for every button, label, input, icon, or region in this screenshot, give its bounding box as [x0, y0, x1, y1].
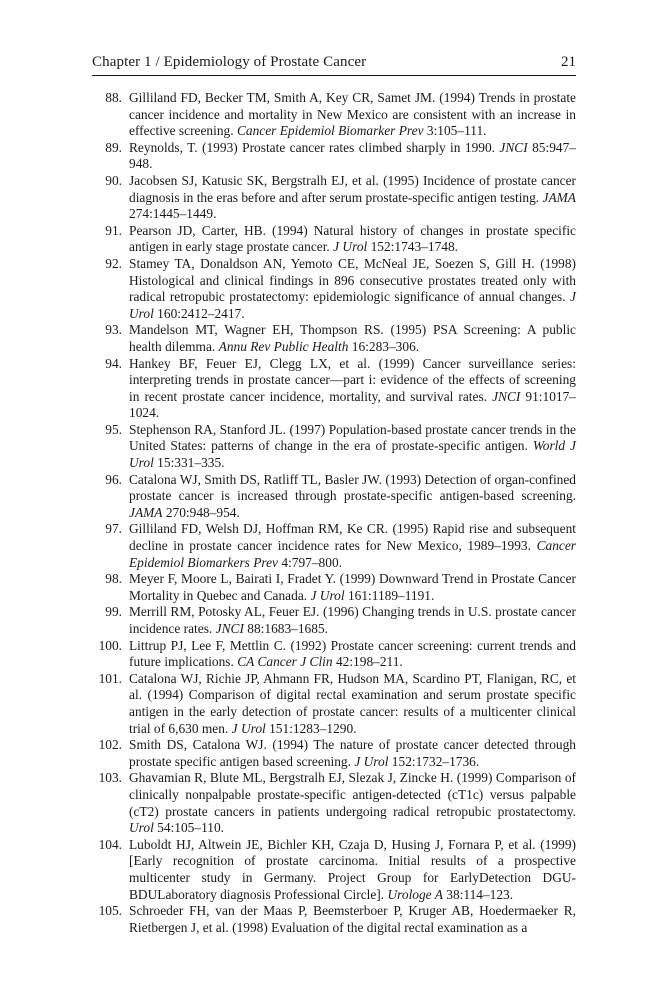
reference-item [92, 737, 576, 770]
reference-text: Catalona WJ, Richie JP, Ahmann FR, Hudson MA, Scardino PT, Flanigan, RC, et al. (1994) Comparison of digital rectal examination and serum prostate specific antigen in the early detection of prostate cancer: results of a multicenter clinical trial of 6,630 men. [129, 670, 576, 736]
reference-journal: JNCI [215, 621, 244, 636]
reference-item [92, 140, 576, 173]
reference-list [92, 90, 576, 936]
reference-citation: 161:1189–1191. [347, 587, 435, 603]
chapter-title: Chapter 1 / Epidemiology of Prostate Cancer [92, 54, 367, 70]
reference-item [92, 356, 576, 422]
reference-item [92, 521, 576, 571]
reference-text: Jacobsen SJ, Katusic SK, Bergstralh EJ, et al. (1995) Incidence of prostate cancer diagnosis in the eras before and after serum prostate-specific antigen testing. [129, 172, 576, 205]
reference-number: 93. [105, 322, 122, 338]
reference-number: 90. [105, 172, 122, 188]
reference-citation: 91:1017–1024. [129, 388, 576, 421]
reference-citation: 151:1283–1290. [269, 720, 357, 736]
reference-citation: 3:105–111. [426, 123, 487, 139]
reference-citation: 152:1732–1736. [391, 753, 480, 769]
reference-text: Ghavamian R, Blute ML, Bergstralh EJ, Slezak J, Zincke H. (1999) Comparison of clinically nonpalpable prostate-specific antigen-detected (cT1c) versus palpable (cT2) prostate cancers in patients undergoing radical retropubic prostatectomy. [129, 770, 576, 819]
reference-journal: J Urol [129, 289, 576, 321]
reference-item [92, 638, 576, 671]
reference-item [92, 837, 576, 903]
reference-item [92, 472, 576, 522]
reference-number: 94. [105, 355, 122, 371]
reference-item [92, 256, 576, 322]
reference-journal: JNCI [499, 139, 528, 155]
reference-journal: J Urol [310, 587, 345, 603]
reference-citation: 38:114–123. [446, 886, 514, 902]
reference-text: Catalona WJ, Smith DS, Ratliff TL, Basler JW. (1993) Detection of organ-confined prostate cancer is increased through prostate-specific antigen-based screening. [129, 471, 576, 504]
reference-text: Stamey TA, Donaldson AN, Yemoto CE, McNeal JE, Soezen S, Gill H. (1998) Histological and clinical findings in 896 consecutive prostates treated only with radical retropubic prostatectomy: epidemiologic significance of annual changes. [129, 255, 576, 305]
reference-number: 100. [98, 637, 122, 653]
reference-text: Mandelson MT, Wagner EH, Thompson RS. (1995) PSA Screening: A public health dilemma. [129, 322, 576, 354]
reference-number: 101. [98, 670, 122, 686]
reference-number: 95. [105, 421, 122, 437]
reference-citation: 15:331–335. [157, 455, 225, 471]
reference-number: 99. [105, 604, 122, 620]
reference-number: 104. [98, 836, 122, 852]
reference-journal: Annu Rev Public Health [218, 338, 349, 354]
reference-journal: Urologe A [387, 886, 443, 902]
reference-item [92, 223, 576, 256]
reference-text: Pearson JD, Carter, HB. (1994) Natural history of changes in prostate specific antigen in early stage prostate cancer. [129, 222, 576, 255]
reference-item [92, 903, 576, 936]
reference-item [92, 770, 576, 836]
reference-journal: J Urol [354, 753, 389, 769]
reference-text: Gilliland FD, Becker TM, Smith A, Key CR, Samet JM. (1994) Trends in prostate cancer incidence and mortality in New Mexico are consistent with an increase in effective screening. [129, 90, 576, 139]
reference-number: 88. [105, 90, 122, 105]
reference-journal: Cancer Epidemiol Biomarker Prev [236, 123, 424, 139]
reference-citation: 42:198–211. [335, 654, 403, 670]
reference-citation: 85:947–948. [129, 139, 576, 172]
reference-citation: 274:1445–1449. [129, 206, 217, 222]
reference-text: Reynolds, T. (1993) Prostate cancer rates climbed sharply in 1990. [129, 139, 495, 155]
reference-citation: 16:283–306. [351, 338, 420, 354]
reference-journal: J Urol [231, 720, 266, 736]
reference-citation: 4:797–800. [281, 554, 342, 570]
reference-item [92, 422, 576, 472]
reference-journal: CA Cancer J Clin [237, 654, 333, 670]
reference-number: 89. [105, 139, 122, 155]
reference-number: 102. [98, 737, 122, 753]
reference-text: Smith DS, Catalona WJ. (1994) The nature of prostate cancer detected through prostate specific antigen based screening. [129, 737, 576, 769]
reference-journal: JNCI [492, 388, 521, 404]
reference-number: 97. [105, 521, 122, 537]
reference-number: 91. [105, 222, 122, 238]
reference-text: Luboldt HJ, Altwein JE, Bichler KH, Czaja D, Husing J, Fornara P, et al. (1999) [Early recognition of prostate carcinoma. Initial results of a prospective multicenter study in Germany. Project Group for EarlyDetection DGU-BDULaboratory diagnosis Professional Circle]. [129, 836, 576, 902]
reference-text: Schroeder FH, van der Maas P, Beemsterboer P, Kruger AB, Hoedermaeker R, Rietbergen J, et al. (1998) Evaluation of the digital rectal examination as a [129, 903, 576, 935]
reference-text: Littrup PJ, Lee F, Mettlin C. (1992) Prostate cancer screening: current trends and future implications. [129, 637, 576, 670]
reference-text: Hankey BF, Feuer EJ, Clegg LX, et al. (1999) Cancer surveillance series: interpreting trends in prostate cancer—part i: evidence of the effects of screening in recent prostate cancer incidence, mortality, and survival rates. [129, 355, 576, 404]
reference-text: Gilliland FD, Welsh DJ, Hoffman RM, Ke CR. (1995) Rapid rise and subsequent decline in prostate cancer incidence rates for New Mexico, 1989–1993. [129, 521, 576, 554]
page-number: 21 [561, 54, 576, 70]
reference-number: 103. [98, 770, 122, 786]
page [92, 52, 576, 936]
reference-text: Stephenson RA, Stanford JL. (1997) Population-based prostate cancer trends in the United States: patterns of change in the era of prostate-specific antigen. [129, 421, 576, 454]
reference-citation: 88:1683–1685. [247, 621, 328, 636]
reference-journal: J Urol [333, 239, 368, 255]
reference-item [92, 571, 576, 604]
reference-item [92, 604, 576, 637]
reference-journal: JAMA [542, 189, 576, 205]
reference-number: 96. [105, 471, 122, 487]
reference-item [92, 671, 576, 737]
reference-text: Meyer F, Moore L, Bairati I, Fradet Y. (1999) Downward Trend in Prostate Cancer Mortality in Quebec and Canada. [129, 571, 576, 603]
reference-citation: 152:1743–1748. [370, 239, 459, 255]
reference-number: 92. [105, 255, 122, 271]
running-head [92, 52, 576, 76]
reference-text: Merrill RM, Potosky AL, Feuer EJ. (1996) Changing trends in U.S. prostate cancer incidence rates. [129, 604, 576, 636]
reference-citation: 270:948–954. [165, 504, 240, 520]
reference-journal: Urol [129, 820, 154, 836]
reference-citation: 160:2412–2417. [157, 305, 245, 321]
reference-journal: World J Urol [129, 438, 577, 471]
reference-item [92, 173, 576, 223]
reference-item [92, 90, 576, 140]
reference-citation: 54:105–110. [157, 820, 225, 836]
reference-item [92, 322, 576, 355]
reference-journal: JAMA [129, 504, 163, 520]
reference-journal: Cancer Epidemiol Biomarkers Prev [129, 538, 576, 570]
reference-number: 98. [105, 571, 122, 587]
reference-number: 105. [98, 903, 122, 919]
